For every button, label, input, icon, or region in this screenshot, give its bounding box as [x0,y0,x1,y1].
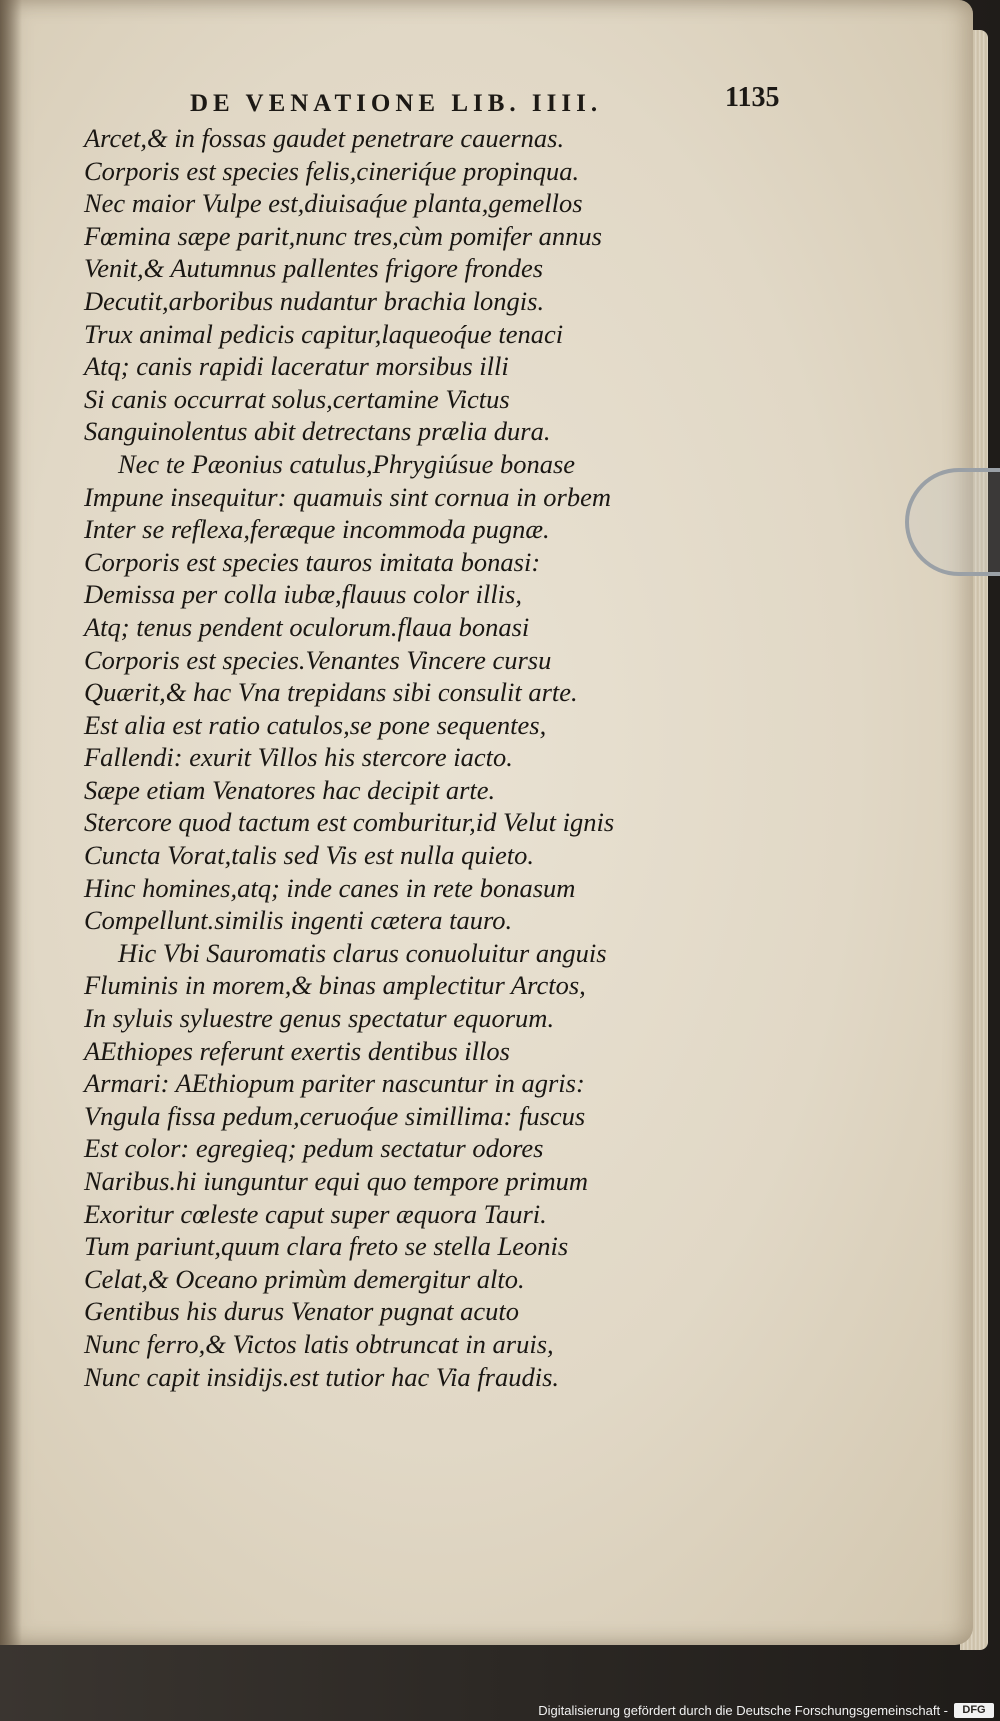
verse-line: Fallendi: exurit Villos his stercore iacto. [84,742,513,773]
digitization-credit: Digitalisierung gefördert durch die Deutsche Forschungsgemeinschaft - [538,1703,948,1718]
verse-line: Corporis est species tauros imitata bonasi: [84,546,541,577]
verse-line: Quærit,& hac Vna trepidans sibi consulit arte. [84,677,578,708]
verse-line: Nunc capit insidijs.est tutior hac Via fraudis. [84,1361,560,1392]
verse-line: Fœmina sæpe parit,nunc tres,cùm pomifer annus [84,220,602,251]
verse-line: Fluminis in morem,& binas amplectitur Arctos, [84,970,586,1001]
verse-line: Armari: AEthiopum pariter nascuntur in agris: [84,1068,585,1099]
verse-line: Hinc homines,atq; inde canes in rete bonasum [84,872,576,903]
verse-line: Venit,& Autumnus pallentes frigore frondes [84,253,544,284]
verse-line: Tum pariunt,quum clara freto se stella Leonis [84,1231,569,1262]
verse-line: Impune insequitur: quamuis sint cornua in orbem [84,481,612,512]
verse-line: Arcet,& in fossas gaudet penetrare cauernas. [84,123,565,153]
verse-text-block [84,122,704,1393]
verse-line-indented: Hic Vbi Sauromatis clarus conuoluitur anguis [118,937,607,968]
verse-line: Demissa per colla iubæ,flauus color illis, [84,579,522,610]
verse-line: Cuncta Vorat,talis sed Vis est nulla quieto. [84,840,534,871]
running-head: DE VENATIONE LIB. IIII. [190,90,603,117]
verse-line: Atq; tenus pendent oculorum.flaua bonasi [84,611,530,642]
verse-line: Sæpe etiam Venatores hac decipit arte. [84,774,496,805]
verse-line: Nunc ferro,& Victos latis obtruncat in aruis, [84,1328,554,1359]
verse-line: Trux animal pedicis capitur,laqueoq́ue tenaci [84,318,564,349]
verse-line: Corporis est species felis,cineriq́ue propinqua. [84,155,580,186]
verse-line: Inter se reflexa,feræque incommoda pugnæ. [84,514,550,545]
verse-line: Naribus.hi iunguntur equi quo tempore primum [84,1166,588,1196]
verse-line: Decutit,arboribus nudantur brachia longis. [84,285,545,316]
page-gutter-shadow [0,0,22,1645]
verse-line: Gentibus his durus Venator pugnat acuto [84,1296,520,1327]
verse-line: Atq; canis rapidi laceratur morsibus illi [84,351,509,382]
verse-line: Sanguinolentus abit detrectans prælia dura. [84,416,551,447]
verse-line: Nec maior Vulpe est,diuisaq́ue planta,gemellos [84,188,583,219]
verse-line: Est alia est ratio catulos,se pone sequentes, [84,709,547,740]
verse-line: Si canis occurrat solus,certamine Victus [84,383,510,414]
dfg-logo: DFG [954,1703,994,1718]
verse-line-indented: Nec te Pæonius catulus,Phrygiúsue bonase [118,448,576,479]
verse-line: In syluis syluestre genus spectatur equorum. [84,1003,555,1034]
verse-line: Corporis est species.Venantes Vincere cursu [84,644,552,675]
verse-line: Est color: egregieq; pedum sectatur odores [84,1133,544,1164]
verse-line: AEthiopes referunt exertis dentibus illos [84,1035,510,1066]
verse-line: Vngula fissa pedum,ceruoq́ue simillima: fuscus [84,1100,586,1131]
folio-number: 1135 [725,82,780,113]
verse-line: Exoritur cœleste caput super æquora Tauri. [84,1198,547,1229]
verse-line: Celat,& Oceano primùm demergitur alto. [84,1263,525,1294]
verse-line: Compellunt.similis ingenti cætera tauro. [84,905,513,936]
verse-line: Stercore quod tactum est comburitur,id Velut ignis [84,807,615,838]
